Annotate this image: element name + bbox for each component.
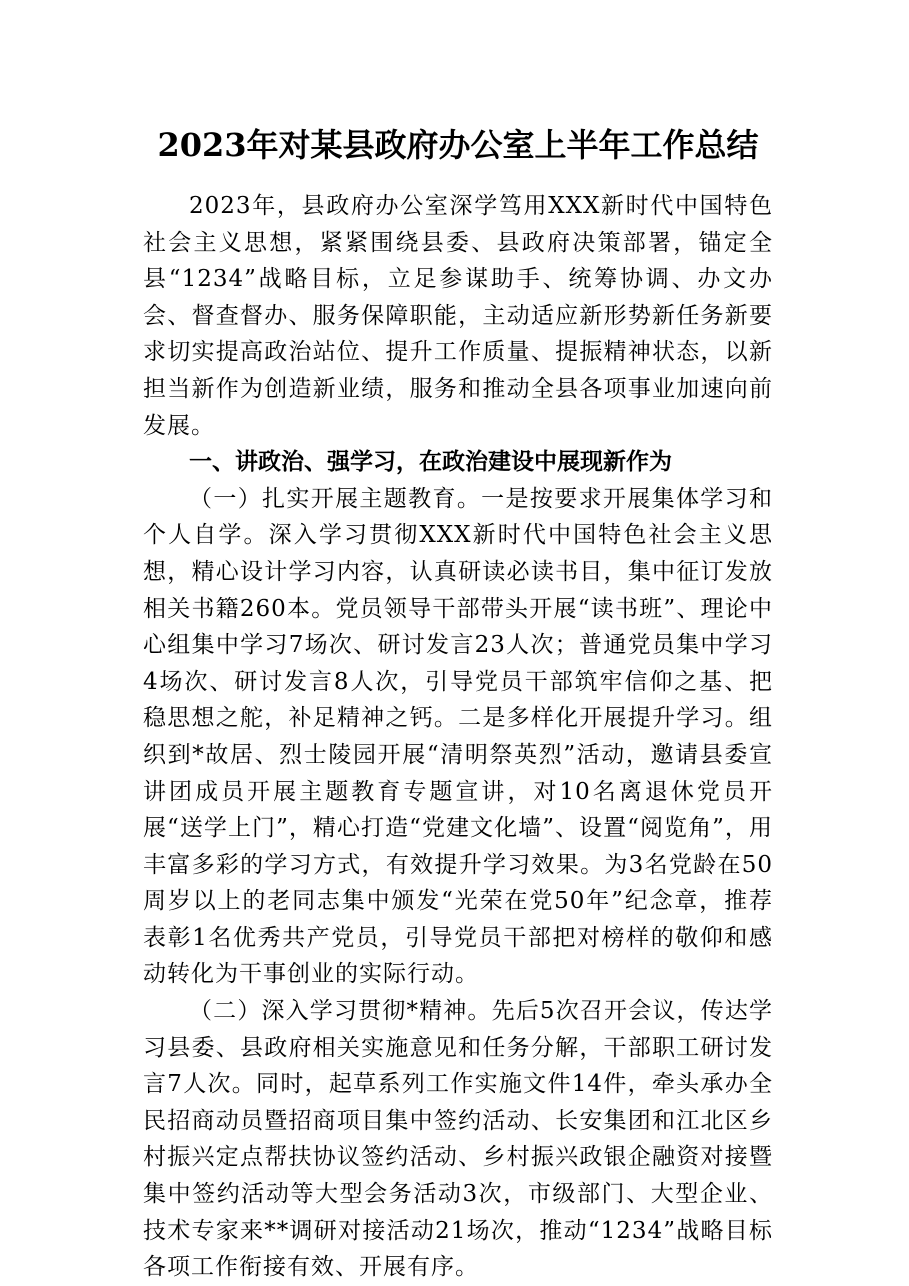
document-title: 2023年对某县政府办公室上半年工作总结: [157, 126, 759, 164]
body-paragraph-study-spirit: （二）深入学习贯彻*精神。先后5次召开会议，传达学习县委、县政府相关实施意见和任务分解，干部职工研讨发言7人次。同时，起草系列工作实施文件14件，牵头承办全民招商动员暨招商项目集中签约活动、长安集团和江北区乡村振兴定点帮扶协议签约活动、乡村振兴政银企融资对接暨集中签约活动等大型会务活动3次，市级部门、大型企业、技术专家来**调研对接活动21场次，推动“1234”战略目标各项工作衔接有效、开展有序。: [143, 998, 773, 1281]
intro-paragraph: 2023年，县政府办公室深学笃用XXX新时代中国特色社会主义思想，紧紧围绕县委、县政府决策部署，锚定全县“1234”战略目标，立足参谋助手、统筹协调、办文办会、督查督办、服务保障职能，主动适应新形势新任务新要求切实提高政治站位、提升工作质量、提振精神状态，以新担当新作为创造新业绩，服务和推动全县各项事业加速向前发展。: [143, 193, 773, 439]
document-page: [143, 116, 773, 1286]
body-paragraph-theme-education: （一）扎实开展主题教育。一是按要求开展集体学习和个人自学。深入学习贯彻XXX新时代中国特色社会主义思想，精心设计学习内容，认真研读必读书目，集中征订发放相关书籍260本。党员领导干部带头开展“读书班”、理论中心组集中学习7场次、研讨发言23人次；普通党员集中学习4场次、研讨发言8人次，引导党员干部筑牢信仰之基、把稳思想之舵，补足精神之钙。二是多样化开展提升学习。组织到*故居、烈士陵园开展“清明祭英烈”活动，邀请县委宣讲团成员开展主题教育专题宣讲，对10名离退休党员开展“送学上门”，精心打造“党建文化墙”、设置“阅览角”，用丰富多彩的学习方式，有效提升学习效果。为3名党龄在50周岁以上的老同志集中颁发“光荣在党50年”纪念章，推荐表彰1名优秀共产党员，引导党员干部把对榜样的敬仰和感动转化为干事创业的实际行动。: [143, 485, 773, 988]
section-heading: 一、讲政治、强学习，在政治建设中展现新作为: [189, 449, 672, 476]
